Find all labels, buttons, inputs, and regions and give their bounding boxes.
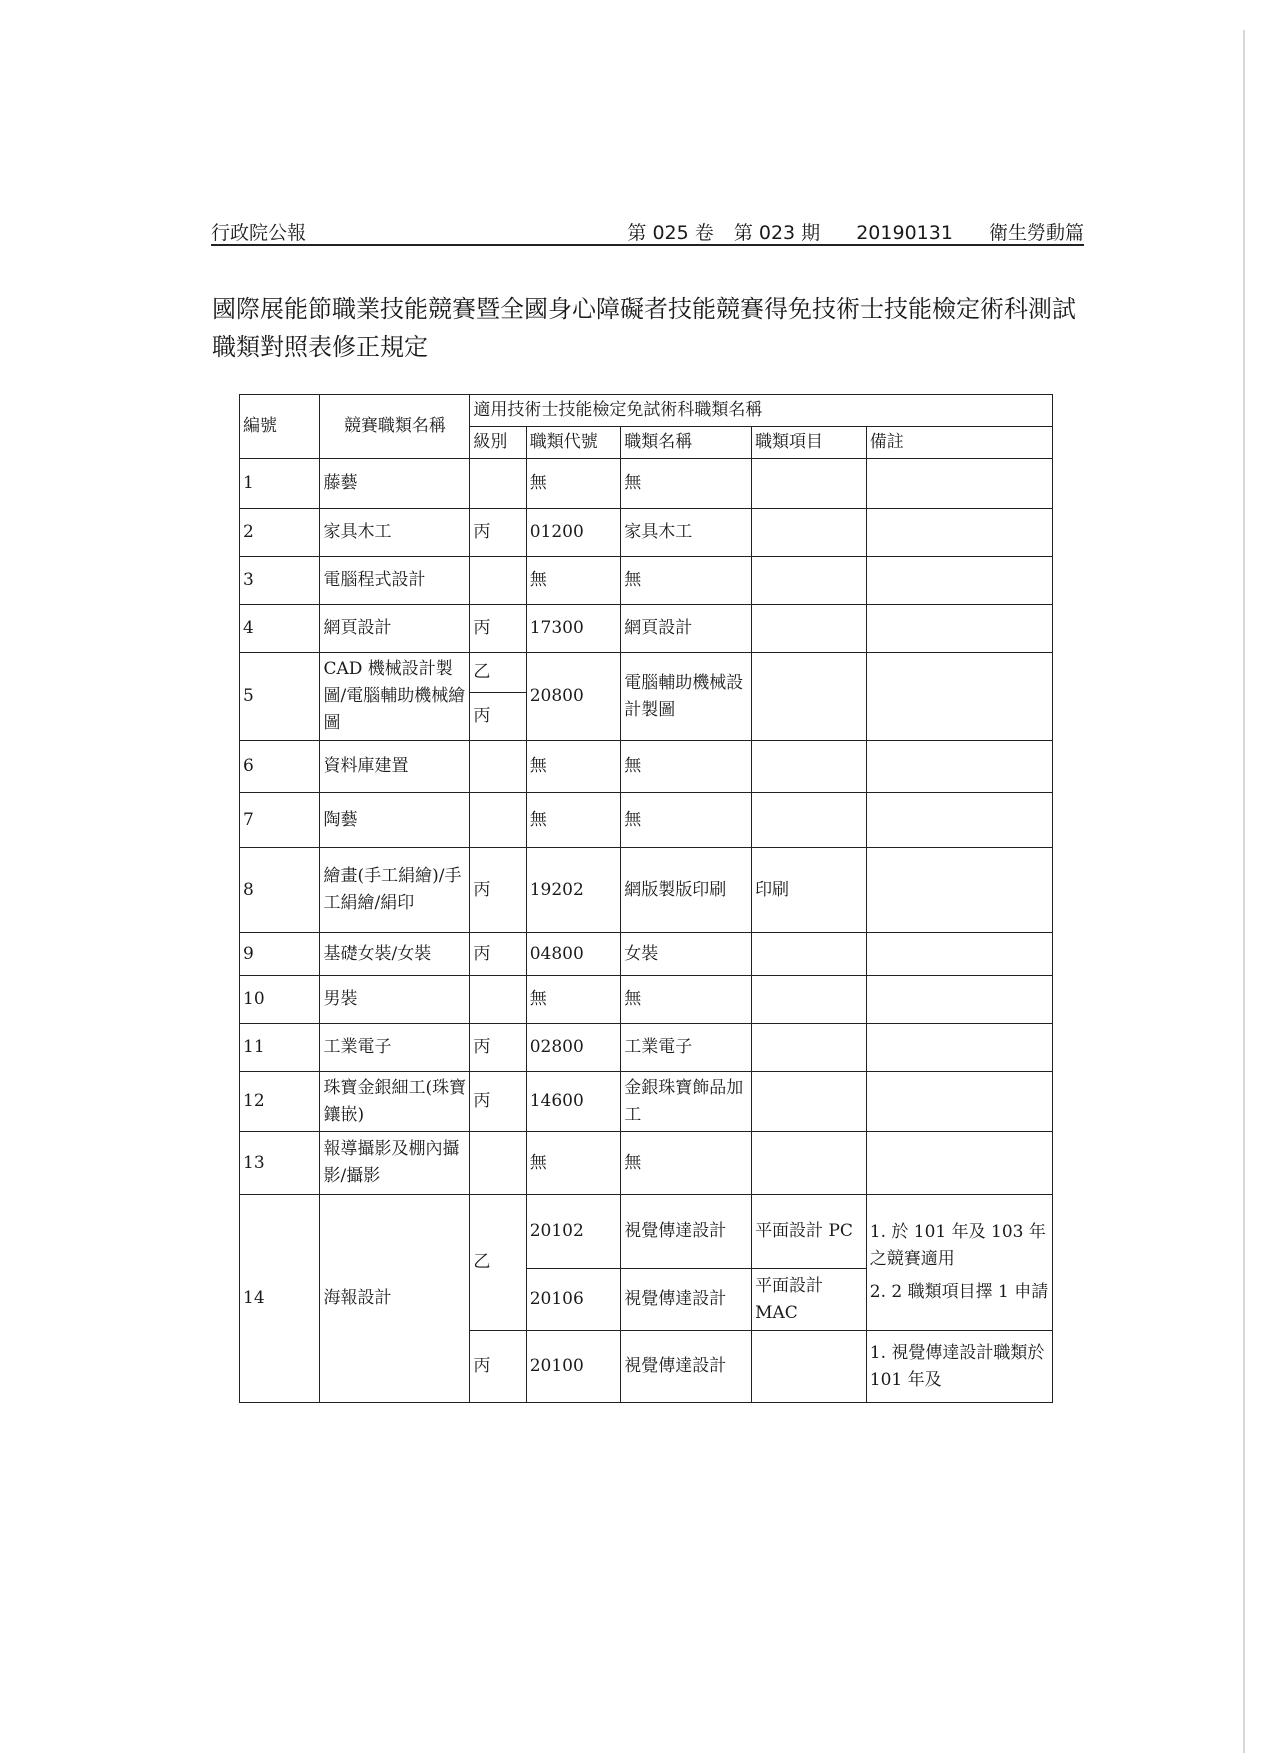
document-title bbox=[212, 290, 1092, 366]
row-number: 8 bbox=[240, 848, 320, 933]
row-code: 無 bbox=[526, 557, 621, 605]
row-job: 網版製版印刷 bbox=[621, 848, 752, 933]
row-job: 網頁設計 bbox=[621, 605, 752, 653]
row-note bbox=[866, 1132, 1052, 1195]
row-number: 1 bbox=[240, 459, 320, 509]
row-job: 女裝 bbox=[621, 933, 752, 976]
row-code: 17300 bbox=[526, 605, 621, 653]
table-row bbox=[240, 605, 1053, 653]
row-code: 19202 bbox=[526, 848, 621, 933]
row-item bbox=[752, 557, 867, 605]
row-job: 無 bbox=[621, 1132, 752, 1195]
row-level: 乙 bbox=[470, 1195, 526, 1331]
row-code: 01200 bbox=[526, 509, 621, 557]
header-rule bbox=[211, 244, 1084, 246]
row-name: 工業電子 bbox=[320, 1024, 470, 1072]
table-row bbox=[240, 557, 1053, 605]
row-note bbox=[866, 1331, 1052, 1403]
row-job: 視覺傳達設計 bbox=[621, 1331, 752, 1403]
row-code: 無 bbox=[526, 793, 621, 848]
row-note bbox=[866, 933, 1052, 976]
row-level: 丙 bbox=[470, 693, 526, 741]
header-competition-name: 競賽職類名稱 bbox=[320, 395, 470, 459]
row-number: 13 bbox=[240, 1132, 320, 1195]
row-name: 基礎女裝/女裝 bbox=[320, 933, 470, 976]
row-level: 丙 bbox=[470, 848, 526, 933]
row-number: 12 bbox=[240, 1072, 320, 1132]
comparison-table bbox=[239, 394, 1053, 1403]
row-item bbox=[752, 1024, 867, 1072]
row-item bbox=[752, 509, 867, 557]
table-row bbox=[240, 653, 1053, 693]
row-name: 陶藝 bbox=[320, 793, 470, 848]
row-code: 20102 bbox=[526, 1195, 621, 1269]
row-item: 平面設計 MAC bbox=[752, 1269, 867, 1331]
row-note bbox=[866, 793, 1052, 848]
row-name: 資料庫建置 bbox=[320, 741, 470, 793]
row-code: 無 bbox=[526, 1132, 621, 1195]
row-level bbox=[470, 793, 526, 848]
row-number: 7 bbox=[240, 793, 320, 848]
header-code: 職類代號 bbox=[526, 427, 621, 459]
table-row bbox=[240, 848, 1053, 933]
row-number: 6 bbox=[240, 741, 320, 793]
volume: 第 025 卷 bbox=[627, 222, 714, 244]
note-a1: 1. 於 101 年及 103 年之競賽適用 bbox=[869, 1222, 1046, 1269]
row-job: 電腦輔助機械設計製圖 bbox=[621, 653, 752, 741]
table-row bbox=[240, 1024, 1053, 1072]
issue-info bbox=[613, 218, 1084, 245]
row-job: 無 bbox=[621, 459, 752, 509]
row-item bbox=[752, 1072, 867, 1132]
row-code: 無 bbox=[526, 741, 621, 793]
row-name: 珠寶金銀細工(珠寶鑲嵌) bbox=[320, 1072, 470, 1132]
note-a2: 2. 2 職類項目擇 1 申請 bbox=[869, 1282, 1049, 1302]
row-note bbox=[866, 557, 1052, 605]
row-note bbox=[866, 653, 1052, 741]
row-level: 丙 bbox=[470, 1072, 526, 1132]
row-item bbox=[752, 459, 867, 509]
table-row bbox=[240, 1072, 1053, 1132]
row-note bbox=[866, 509, 1052, 557]
row-level bbox=[470, 1132, 526, 1195]
table-row bbox=[240, 509, 1053, 557]
row-level: 丙 bbox=[470, 1024, 526, 1072]
row-note bbox=[866, 605, 1052, 653]
row-note bbox=[866, 848, 1052, 933]
row-job: 視覺傳達設計 bbox=[621, 1195, 752, 1269]
row-number: 5 bbox=[240, 653, 320, 741]
row-name: 海報設計 bbox=[320, 1195, 470, 1403]
row-number: 14 bbox=[240, 1195, 320, 1403]
row-note bbox=[866, 976, 1052, 1024]
row-item bbox=[752, 793, 867, 848]
table-row bbox=[240, 933, 1053, 976]
row-name: 男裝 bbox=[320, 976, 470, 1024]
date: 20190131 bbox=[856, 222, 953, 244]
row-note bbox=[866, 741, 1052, 793]
scan-edge bbox=[1243, 30, 1245, 1753]
header-number: 編號 bbox=[240, 395, 320, 459]
row-name: 藤藝 bbox=[320, 459, 470, 509]
title-line-1: 國際展能節職業技能競賽暨全國身心障礙者技能競賽得免技術士技能檢定術科測試 bbox=[212, 295, 1076, 323]
row-name: CAD 機械設計製圖/電腦輔助機械繪圖 bbox=[320, 653, 470, 741]
publication-name: 行政院公報 bbox=[211, 222, 307, 244]
row-item bbox=[752, 741, 867, 793]
table-row bbox=[240, 1132, 1053, 1195]
row-code: 無 bbox=[526, 459, 621, 509]
row-item bbox=[752, 653, 867, 741]
row-code: 無 bbox=[526, 976, 621, 1024]
table-row bbox=[240, 741, 1053, 793]
row-item bbox=[752, 1132, 867, 1195]
row-name: 網頁設計 bbox=[320, 605, 470, 653]
table-row bbox=[240, 1195, 1053, 1269]
row-item bbox=[752, 933, 867, 976]
row-item: 平面設計 PC bbox=[752, 1195, 867, 1269]
row-job: 無 bbox=[621, 557, 752, 605]
row-level: 丙 bbox=[470, 605, 526, 653]
row-name: 家具木工 bbox=[320, 509, 470, 557]
row-number: 4 bbox=[240, 605, 320, 653]
row-code: 02800 bbox=[526, 1024, 621, 1072]
row-note bbox=[866, 1195, 1052, 1331]
row-item: 印刷 bbox=[752, 848, 867, 933]
row-code: 14600 bbox=[526, 1072, 621, 1132]
row-job: 視覺傳達設計 bbox=[621, 1269, 752, 1331]
row-job: 無 bbox=[621, 793, 752, 848]
row-item bbox=[752, 976, 867, 1024]
row-name: 報導攝影及棚內攝影/攝影 bbox=[320, 1132, 470, 1195]
row-code: 20800 bbox=[526, 653, 621, 741]
row-level: 丙 bbox=[470, 1331, 526, 1403]
table-header-row bbox=[240, 395, 1053, 427]
row-number: 11 bbox=[240, 1024, 320, 1072]
row-job: 無 bbox=[621, 741, 752, 793]
row-note bbox=[866, 1024, 1052, 1072]
row-number: 3 bbox=[240, 557, 320, 605]
title-line-2: 職類對照表修正規定 bbox=[212, 333, 428, 361]
row-note bbox=[866, 1072, 1052, 1132]
issue: 第 023 期 bbox=[733, 222, 821, 244]
header-level: 級別 bbox=[470, 427, 526, 459]
note-b1: 1. 視覺傳達設計職類於 101 年及 bbox=[869, 1342, 1045, 1390]
table-row bbox=[240, 976, 1053, 1024]
section: 衛生勞動篇 bbox=[988, 222, 1084, 244]
row-name: 電腦程式設計 bbox=[320, 557, 470, 605]
row-level bbox=[470, 459, 526, 509]
row-job: 無 bbox=[621, 976, 752, 1024]
row-note bbox=[866, 459, 1052, 509]
row-name: 繪畫(手工絹繪)/手工絹繪/絹印 bbox=[320, 848, 470, 933]
row-job: 金銀珠寶飾品加工 bbox=[621, 1072, 752, 1132]
header-job-item: 職類項目 bbox=[752, 427, 867, 459]
row-number: 10 bbox=[240, 976, 320, 1024]
row-code: 20100 bbox=[526, 1331, 621, 1403]
row-level: 丙 bbox=[470, 509, 526, 557]
row-level bbox=[470, 741, 526, 793]
table-row bbox=[240, 793, 1053, 848]
row-number: 2 bbox=[240, 509, 320, 557]
row-code: 04800 bbox=[526, 933, 621, 976]
row-item bbox=[752, 1331, 867, 1403]
header-note: 備註 bbox=[866, 427, 1052, 459]
row-level: 乙 bbox=[470, 653, 526, 693]
row-item bbox=[752, 605, 867, 653]
row-code: 20106 bbox=[526, 1269, 621, 1331]
row-job: 工業電子 bbox=[621, 1024, 752, 1072]
row-level: 丙 bbox=[470, 933, 526, 976]
header-group: 適用技術士技能檢定免試術科職類名稱 bbox=[470, 395, 1053, 427]
row-level bbox=[470, 557, 526, 605]
table-row bbox=[240, 459, 1053, 509]
row-level bbox=[470, 976, 526, 1024]
row-job: 家具木工 bbox=[621, 509, 752, 557]
row-number: 9 bbox=[240, 933, 320, 976]
header-job-name: 職類名稱 bbox=[621, 427, 752, 459]
